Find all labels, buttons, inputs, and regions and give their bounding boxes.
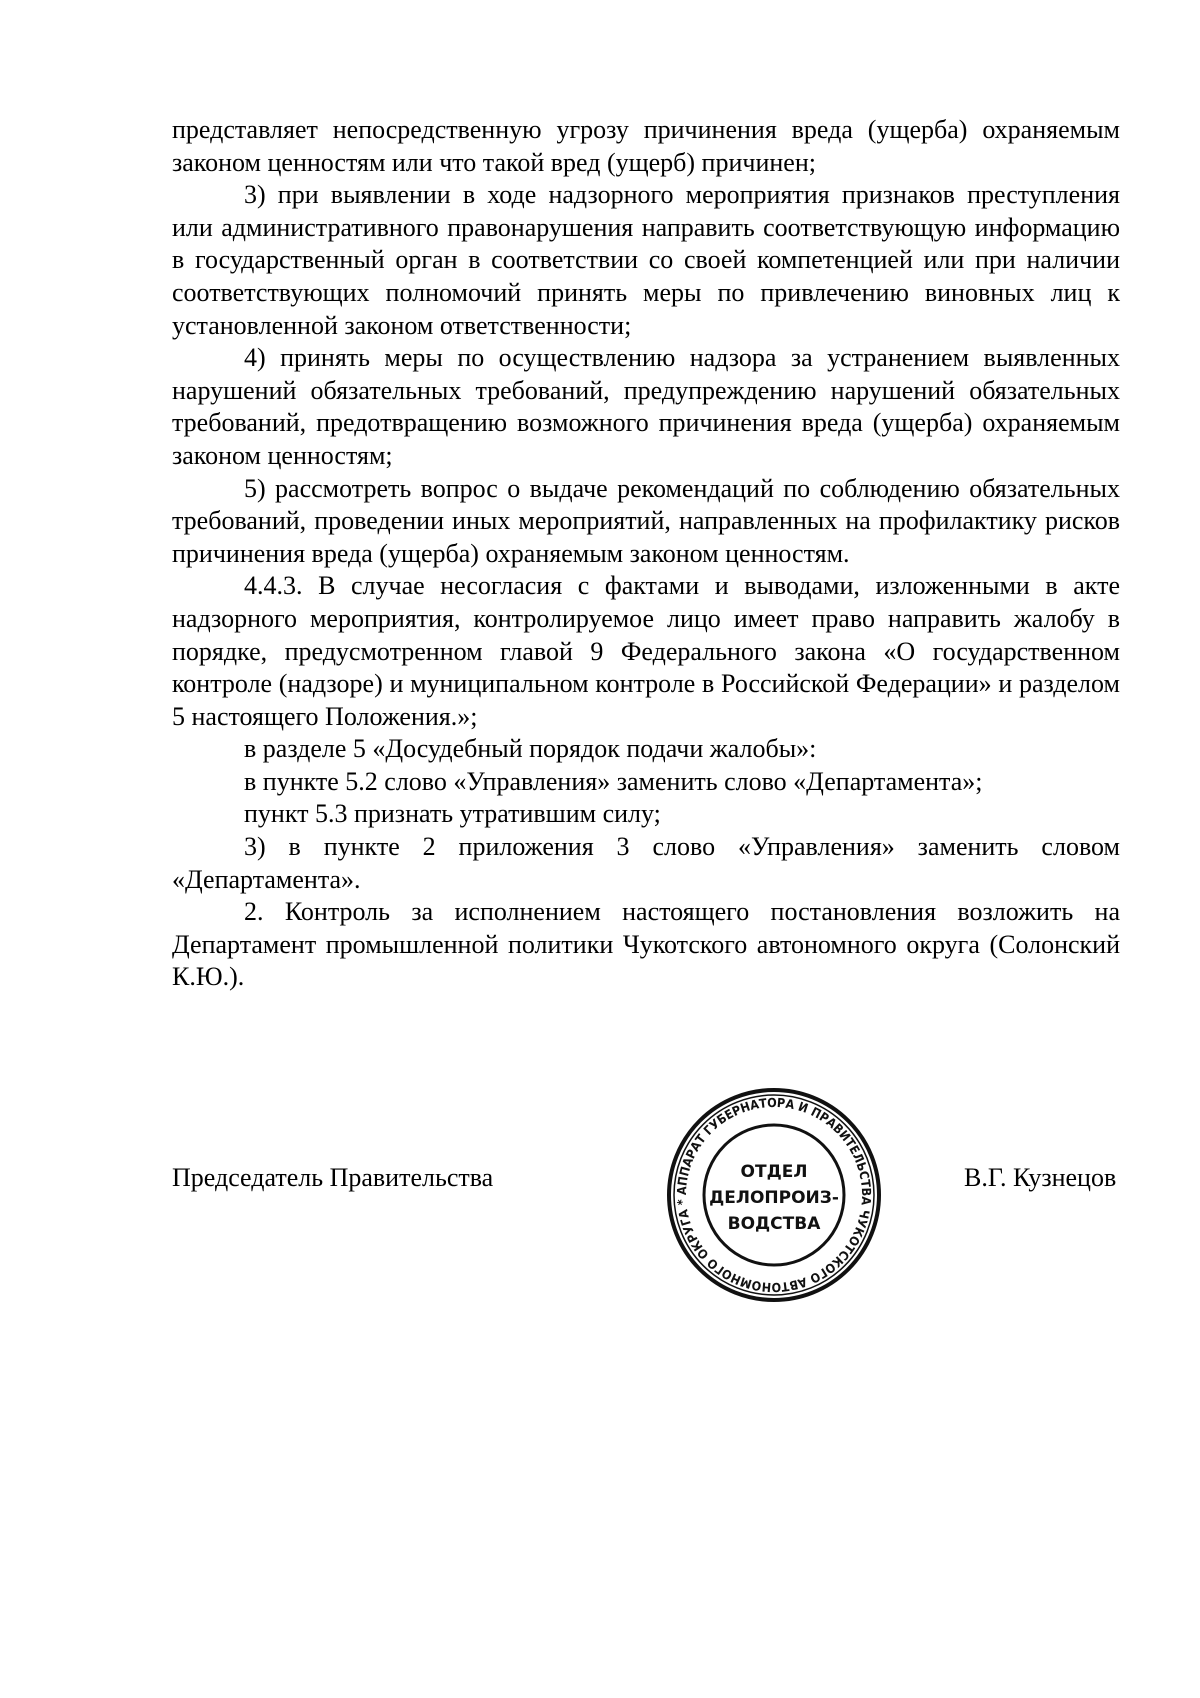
paragraph-item-5: 5) рассмотреть вопрос о выдаче рекомендаций по соблюдению обязательных требований, проведении иных мероприятий, направленных на профилактику рисков причинения вреда (ущерба) охраняемым законом ценностям. <box>172 473 1120 568</box>
signatory-title: Председатель Правительства <box>172 1163 494 1192</box>
stamp-center-line-3: ВОДСТВА <box>727 1214 821 1234</box>
paragraph-item-3: 3) при выявлении в ходе надзорного мероприятия признаков преступления или административного правонарушения направить соответствующую информацию в государственный орган в соответствии со своей компетенцией или при наличии соответствующих полномочий принять меры по привлечению виновных лиц к установленной законом ответственности; <box>172 180 1120 340</box>
stamp-center-line-1: ОТДЕЛ <box>740 1162 808 1182</box>
paragraph-continuation: представляет непосредственную угрозу причинения вреда (ущерба) охраняемым законом ценностям или что такой вред (ущерб) причинен; <box>172 115 1120 177</box>
paragraph-point-5-3: пункт 5.3 признать утратившим силу; <box>244 799 661 829</box>
signature-row <box>172 1162 1132 1202</box>
paragraph-4-4-3: 4.4.3. В случае несогласия с фактами и выводами, изложенными в акте надзорного мероприятия, контролируемое лицо имеет право направить жалобу в порядке, предусмотренном главой 9 Федерального закона «О государственном контроле (надзоре) и муниципальном контроле в Российской Федерации» и разделом 5 настоящего Положения.»; <box>172 571 1120 731</box>
stamp-center-line-2: ДЕЛОПРОИЗ- <box>709 1188 839 1208</box>
paragraph-appendix-3: 3) в пункте 2 приложения 3 слово «Управления» заменить словом «Департамента». <box>172 832 1120 894</box>
document-body <box>172 114 1120 994</box>
office-stamp <box>664 1085 884 1305</box>
paragraph-section-5: в разделе 5 «Досудебный порядок подачи жалобы»: <box>244 734 817 764</box>
paragraph-point-5-2: в пункте 5.2 слово «Управления» заменить слово «Департамента»; <box>244 766 983 796</box>
paragraph-control: 2. Контроль за исполнением настоящего постановления возложить на Департамент промышленной политики Чукотского автономного округа (Солонский К.Ю.). <box>172 897 1120 992</box>
signatory-name: В.Г. Кузнецов <box>964 1163 1117 1192</box>
stamp-ring-textpath: АППАРАТ ГУБЕРНАТОРА И ПРАВИТЕЛЬСТВА ЧУКОТСКОГО АВТОНОМНОГО ОКРУГА * <box>673 1094 875 1296</box>
paragraph-item-4: 4) принять меры по осуществлению надзора за устранением выявленных нарушений обязательных требований, предупреждению нарушений обязательных требований, предотвращению возможного причинения вреда (ущерба) охраняемым законом ценностям; <box>172 343 1120 470</box>
